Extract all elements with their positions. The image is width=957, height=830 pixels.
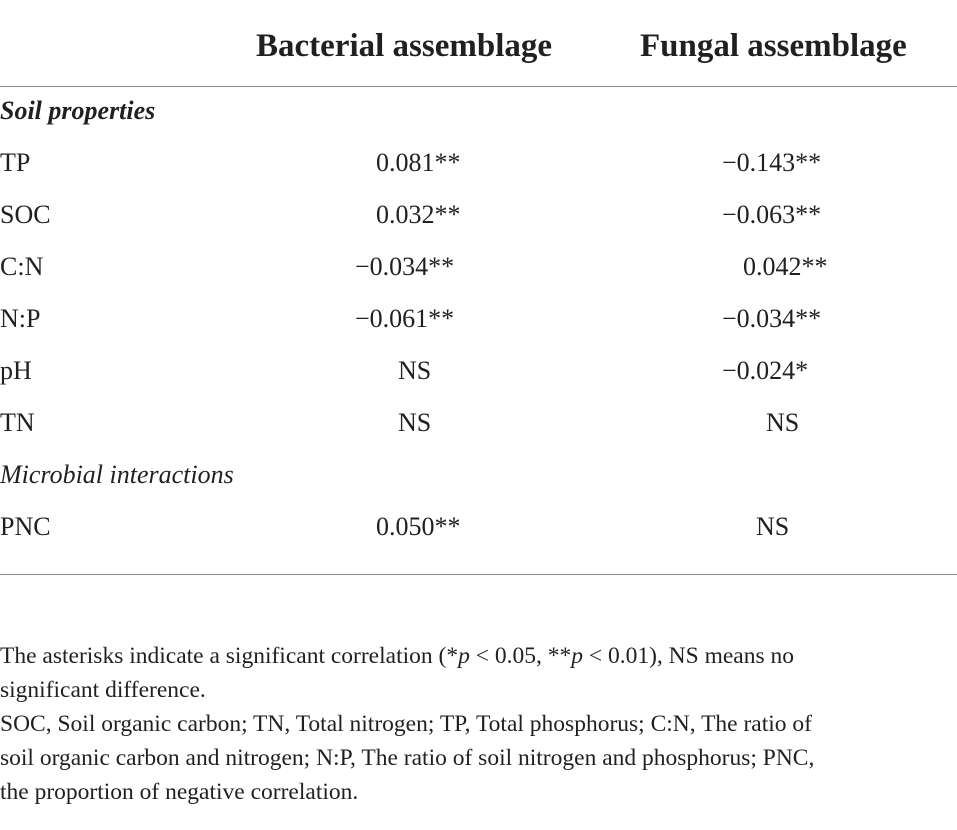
row-label: TP: [0, 148, 31, 177]
row-label: pH: [0, 356, 32, 385]
row-label: TN: [0, 408, 35, 437]
p-symbol: p: [571, 643, 583, 669]
cell-bacterial: NS: [398, 408, 432, 437]
row-label: C:N: [0, 252, 44, 281]
cell-bacterial: 0.050**: [376, 512, 461, 541]
p-symbol: p: [458, 643, 470, 669]
footnote-text: < 0.01), NS means no: [582, 643, 794, 669]
cell-fungal: 0.042**: [743, 252, 828, 281]
row-label: PNC: [0, 512, 51, 541]
cell-bacterial: 0.081**: [376, 148, 461, 177]
footnote-text: The asterisks indicate a significant correlation (*: [0, 643, 459, 669]
cell-bacterial: 0.032**: [376, 200, 461, 229]
cell-fungal: NS: [766, 408, 800, 437]
footnote-significance: [0, 639, 950, 673]
cell-bacterial: −0.061**: [355, 304, 455, 333]
column-header-fungal: Fungal assemblage: [640, 28, 907, 64]
footnote-text: < 0.05, **: [469, 643, 572, 669]
cell-fungal: −0.034**: [722, 304, 822, 333]
cell-bacterial: −0.034**: [355, 252, 455, 281]
section-title-microbial-interactions: Microbial interactions: [0, 460, 234, 489]
section-title-soil-properties: Soil properties: [0, 96, 156, 125]
row-label: SOC: [0, 200, 51, 229]
footnote-significance-cont: significant difference.: [0, 677, 206, 703]
cell-fungal: −0.143**: [722, 148, 822, 177]
table-bottom-rule: [0, 574, 957, 575]
footnote-abbreviations-end: the proportion of negative correlation.: [0, 779, 359, 805]
header-rule: [0, 86, 957, 87]
column-header-bacterial: Bacterial assemblage: [256, 28, 553, 64]
cell-bacterial: NS: [398, 356, 432, 385]
cell-fungal: −0.024*: [722, 356, 809, 385]
row-label: N:P: [0, 304, 41, 333]
cell-fungal: NS: [756, 512, 790, 541]
footnote-abbreviations: SOC, Soil organic carbon; TN, Total nitrogen; TP, Total phosphorus; C:N, The ratio of: [0, 711, 812, 737]
footnote-abbreviations-cont: soil organic carbon and nitrogen; N:P, The ratio of soil nitrogen and phosphorus; PNC,: [0, 745, 815, 771]
cell-fungal: −0.063**: [722, 200, 822, 229]
